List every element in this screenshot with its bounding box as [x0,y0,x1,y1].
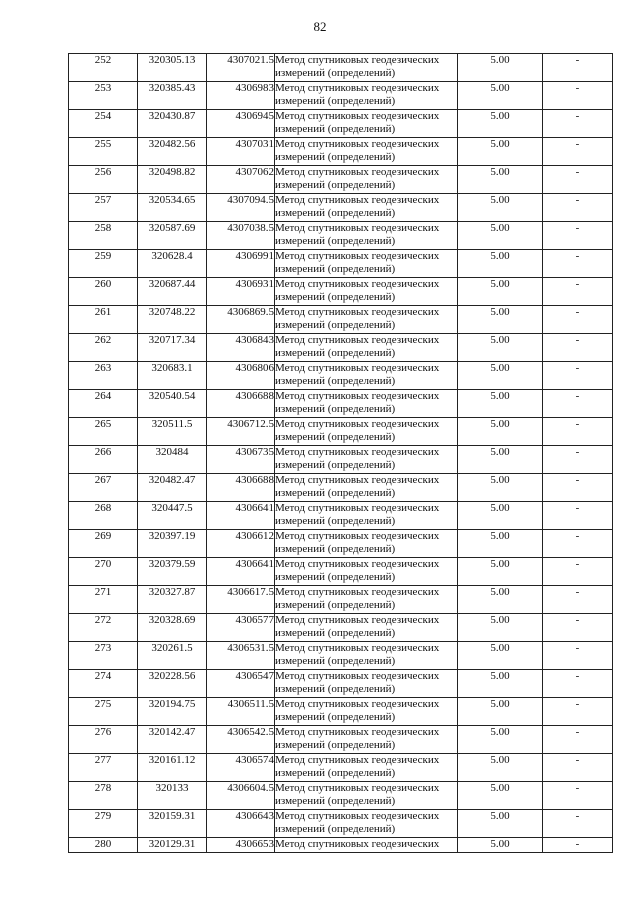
note-cell: - [543,222,613,250]
method-text-line: Метод спутниковых геодезических [275,474,440,486]
note-cell: - [543,166,613,194]
note-cell: - [543,698,613,726]
method-text-line: Метод спутниковых геодезических [275,82,440,94]
point-number-cell: 257 [69,194,138,222]
table-row [69,642,613,670]
accuracy-cell: 5.00 [458,446,543,474]
method-text-line: измерений (определений) [275,263,396,275]
accuracy-cell: 5.00 [458,754,543,782]
y-coordinate-cell: 4306641 [207,502,275,530]
point-number-cell: 265 [69,418,138,446]
note-cell: - [543,54,613,82]
y-coordinate-cell: 4306688 [207,390,275,418]
method-text-line: Метод спутниковых геодезических [275,502,440,514]
accuracy-cell: 5.00 [458,250,543,278]
y-coordinate-cell: 4306931 [207,278,275,306]
method-text-line: измерений (определений) [275,627,396,639]
accuracy-cell: 5.00 [458,698,543,726]
x-coordinate-cell: 320587.69 [138,222,207,250]
note-cell: - [543,586,613,614]
y-coordinate-cell: 4306574 [207,754,275,782]
method-cell [275,334,458,362]
table-row [69,166,613,194]
accuracy-cell: 5.00 [458,614,543,642]
method-text-line: измерений (определений) [275,291,396,303]
x-coordinate-cell: 320261.5 [138,642,207,670]
table-row [69,54,613,82]
accuracy-cell: 5.00 [458,194,543,222]
table-row [69,250,613,278]
point-number-cell: 255 [69,138,138,166]
point-number-cell: 263 [69,362,138,390]
table-row [69,586,613,614]
method-cell [275,110,458,138]
method-text-line: измерений (определений) [275,95,396,107]
x-coordinate-cell: 320194.75 [138,698,207,726]
table-row [69,82,613,110]
note-cell: - [543,838,613,853]
accuracy-cell: 5.00 [458,306,543,334]
note-cell: - [543,670,613,698]
accuracy-cell: 5.00 [458,362,543,390]
accuracy-cell: 5.00 [458,810,543,838]
method-cell [275,54,458,82]
accuracy-cell: 5.00 [458,418,543,446]
x-coordinate-cell: 320484 [138,446,207,474]
note-cell: - [543,138,613,166]
method-text-line: измерений (определений) [275,319,396,331]
method-text-line: Метод спутниковых геодезических [275,586,440,598]
method-cell [275,754,458,782]
method-text-line: Метод спутниковых геодезических [275,670,440,682]
note-cell: - [543,334,613,362]
point-number-cell: 278 [69,782,138,810]
point-number-cell: 269 [69,530,138,558]
method-text-line: измерений (определений) [275,179,396,191]
point-number-cell: 272 [69,614,138,642]
method-text-line: измерений (определений) [275,599,396,611]
method-cell [275,138,458,166]
method-text-line: измерений (определений) [275,655,396,667]
method-text-line: измерений (определений) [275,543,396,555]
table-row [69,698,613,726]
method-text-line: измерений (определений) [275,123,396,135]
table-row [69,810,613,838]
x-coordinate-cell: 320628.4 [138,250,207,278]
y-coordinate-cell: 4306869.5 [207,306,275,334]
method-cell [275,278,458,306]
method-text-line: измерений (определений) [275,207,396,219]
method-text-line: Метод спутниковых геодезических [275,278,440,290]
table-row [69,530,613,558]
table-row [69,502,613,530]
note-cell: - [543,194,613,222]
method-cell [275,642,458,670]
method-text-line: Метод спутниковых геодезических [275,754,440,766]
y-coordinate-cell: 4306688 [207,474,275,502]
accuracy-cell: 5.00 [458,474,543,502]
method-text-line: измерений (определений) [275,67,396,79]
y-coordinate-cell: 4306991 [207,250,275,278]
method-text-line: Метод спутниковых геодезических [275,698,440,710]
point-number-cell: 280 [69,838,138,853]
accuracy-cell: 5.00 [458,334,543,362]
point-number-cell: 268 [69,502,138,530]
accuracy-cell: 5.00 [458,82,543,110]
note-cell: - [543,530,613,558]
point-number-cell: 259 [69,250,138,278]
accuracy-cell: 5.00 [458,558,543,586]
y-coordinate-cell: 4306945 [207,110,275,138]
x-coordinate-cell: 320327.87 [138,586,207,614]
method-text-line: измерений (определений) [275,823,396,835]
y-coordinate-cell: 4306612 [207,530,275,558]
x-coordinate-cell: 320161.12 [138,754,207,782]
accuracy-cell: 5.00 [458,586,543,614]
y-coordinate-cell: 4306542.5 [207,726,275,754]
y-coordinate-cell: 4306653 [207,838,275,853]
method-text-line: Метод спутниковых геодезических [275,530,440,542]
method-text-line: измерений (определений) [275,515,396,527]
accuracy-cell: 5.00 [458,838,543,853]
method-text-line: Метод спутниковых геодезических [275,390,440,402]
table-row [69,474,613,502]
method-text-line: измерений (определений) [275,571,396,583]
table-row [69,614,613,642]
method-cell [275,558,458,586]
x-coordinate-cell: 320159.31 [138,810,207,838]
method-text-line: измерений (определений) [275,767,396,779]
note-cell: - [543,278,613,306]
x-coordinate-cell: 320482.56 [138,138,207,166]
table-row [69,138,613,166]
method-cell [275,306,458,334]
method-text-line: Метод спутниковых геодезических [275,614,440,626]
point-number-cell: 262 [69,334,138,362]
method-text-line: Метод спутниковых геодезических [275,418,440,430]
note-cell: - [543,474,613,502]
point-number-cell: 254 [69,110,138,138]
method-text-line: Метод спутниковых геодезических [275,810,440,822]
accuracy-cell: 5.00 [458,670,543,698]
method-cell [275,222,458,250]
method-cell [275,82,458,110]
accuracy-cell: 5.00 [458,642,543,670]
method-text-line: измерений (определений) [275,711,396,723]
point-number-cell: 275 [69,698,138,726]
method-text-line: Метод спутниковых геодезических [275,558,440,570]
method-cell [275,250,458,278]
note-cell: - [543,362,613,390]
table-row [69,446,613,474]
accuracy-cell: 5.00 [458,390,543,418]
x-coordinate-cell: 320397.19 [138,530,207,558]
note-cell: - [543,250,613,278]
method-cell [275,362,458,390]
method-text-line: Метод спутниковых геодезических [275,446,440,458]
table-row [69,334,613,362]
x-coordinate-cell: 320748.22 [138,306,207,334]
point-number-cell: 253 [69,82,138,110]
table-row [69,782,613,810]
note-cell: - [543,726,613,754]
method-cell [275,810,458,838]
y-coordinate-cell: 4306547 [207,670,275,698]
table-row [69,278,613,306]
x-coordinate-cell: 320133 [138,782,207,810]
y-coordinate-cell: 4306604.5 [207,782,275,810]
accuracy-cell: 5.00 [458,782,543,810]
x-coordinate-cell: 320305.13 [138,54,207,82]
y-coordinate-cell: 4306983 [207,82,275,110]
note-cell: - [543,110,613,138]
method-text-line: Метод спутниковых геодезических [275,194,440,206]
page-number: 82 [313,19,327,34]
method-cell [275,194,458,222]
method-cell [275,446,458,474]
accuracy-cell: 5.00 [458,166,543,194]
table-row [69,222,613,250]
note-cell: - [543,642,613,670]
method-text-line: Метод спутниковых геодезических [275,362,440,374]
x-coordinate-cell: 320328.69 [138,614,207,642]
table-row [69,306,613,334]
table-row [69,726,613,754]
note-cell: - [543,390,613,418]
x-coordinate-cell: 320430.87 [138,110,207,138]
point-number-cell: 267 [69,474,138,502]
method-text-line: измерений (определений) [275,151,396,163]
table-row [69,838,613,853]
note-cell: - [543,754,613,782]
point-number-cell: 279 [69,810,138,838]
method-cell [275,166,458,194]
y-coordinate-cell: 4307094.5 [207,194,275,222]
table-row [69,670,613,698]
method-cell [275,586,458,614]
point-number-cell: 266 [69,446,138,474]
method-text-line: измерений (определений) [275,235,396,247]
y-coordinate-cell: 4306712.5 [207,418,275,446]
y-coordinate-cell: 4306641 [207,558,275,586]
point-number-cell: 252 [69,54,138,82]
method-text-line: измерений (определений) [275,431,396,443]
point-number-cell: 277 [69,754,138,782]
method-text-line: Метод спутниковых геодезических [275,334,440,346]
note-cell: - [543,446,613,474]
point-number-cell: 273 [69,642,138,670]
method-cell [275,390,458,418]
accuracy-cell: 5.00 [458,502,543,530]
point-number-cell: 258 [69,222,138,250]
x-coordinate-cell: 320511.5 [138,418,207,446]
note-cell: - [543,614,613,642]
point-number-cell: 276 [69,726,138,754]
method-cell [275,782,458,810]
method-text-line: измерений (определений) [275,403,396,415]
accuracy-cell: 5.00 [458,530,543,558]
point-number-cell: 274 [69,670,138,698]
x-coordinate-cell: 320447.5 [138,502,207,530]
method-cell [275,838,458,853]
method-cell [275,530,458,558]
note-cell: - [543,82,613,110]
x-coordinate-cell: 320498.82 [138,166,207,194]
method-cell [275,474,458,502]
point-number-cell: 261 [69,306,138,334]
method-text-line: Метод спутниковых геодезических [275,138,440,150]
x-coordinate-cell: 320228.56 [138,670,207,698]
accuracy-cell: 5.00 [458,222,543,250]
table-row [69,194,613,222]
note-cell: - [543,502,613,530]
method-text-line: Метод спутниковых геодезических [275,166,440,178]
y-coordinate-cell: 4307031 [207,138,275,166]
method-cell [275,502,458,530]
y-coordinate-cell: 4306511.5 [207,698,275,726]
method-text-line: измерений (определений) [275,487,396,499]
note-cell: - [543,306,613,334]
y-coordinate-cell: 4307062 [207,166,275,194]
method-text-line: Метод спутниковых геодезических [275,250,440,262]
y-coordinate-cell: 4306617.5 [207,586,275,614]
coordinates-table-body [69,54,613,853]
method-text-line: Метод спутниковых геодезических [275,782,440,794]
accuracy-cell: 5.00 [458,726,543,754]
method-cell [275,726,458,754]
method-cell [275,670,458,698]
table-row [69,362,613,390]
method-text-line: измерений (определений) [275,683,396,695]
table-row [69,754,613,782]
method-text-line: измерений (определений) [275,347,396,359]
method-text-line: Метод спутниковых геодезических [275,642,440,654]
method-text-line: измерений (определений) [275,795,396,807]
method-text-line: Метод спутниковых геодезических [275,54,440,66]
table-row [69,390,613,418]
point-number-cell: 264 [69,390,138,418]
y-coordinate-cell: 4306531.5 [207,642,275,670]
point-number-cell: 270 [69,558,138,586]
y-coordinate-cell: 4307021.5 [207,54,275,82]
x-coordinate-cell: 320129.31 [138,838,207,853]
point-number-cell: 260 [69,278,138,306]
x-coordinate-cell: 320482.47 [138,474,207,502]
x-coordinate-cell: 320683.1 [138,362,207,390]
method-text-line: измерений (определений) [275,459,396,471]
point-number-cell: 256 [69,166,138,194]
y-coordinate-cell: 4307038.5 [207,222,275,250]
y-coordinate-cell: 4306643 [207,810,275,838]
y-coordinate-cell: 4306735 [207,446,275,474]
y-coordinate-cell: 4306843 [207,334,275,362]
x-coordinate-cell: 320142.47 [138,726,207,754]
y-coordinate-cell: 4306806 [207,362,275,390]
x-coordinate-cell: 320540.54 [138,390,207,418]
accuracy-cell: 5.00 [458,110,543,138]
x-coordinate-cell: 320385.43 [138,82,207,110]
x-coordinate-cell: 320687.44 [138,278,207,306]
note-cell: - [543,782,613,810]
table-row [69,418,613,446]
method-text-line: измерений (определений) [275,375,396,387]
table-row [69,110,613,138]
accuracy-cell: 5.00 [458,54,543,82]
accuracy-cell: 5.00 [458,278,543,306]
note-cell: - [543,810,613,838]
method-text-line: Метод спутниковых геодезических [275,222,440,234]
method-text-line: Метод спутниковых геодезических [275,838,440,850]
method-text-line: Метод спутниковых геодезических [275,110,440,122]
note-cell: - [543,418,613,446]
accuracy-cell: 5.00 [458,138,543,166]
note-cell: - [543,558,613,586]
table-row [69,558,613,586]
point-number-cell: 271 [69,586,138,614]
method-cell [275,614,458,642]
method-text-line: Метод спутниковых геодезических [275,306,440,318]
x-coordinate-cell: 320379.59 [138,558,207,586]
coordinates-table [68,53,613,853]
method-cell [275,418,458,446]
y-coordinate-cell: 4306577 [207,614,275,642]
x-coordinate-cell: 320717.34 [138,334,207,362]
method-text-line: Метод спутниковых геодезических [275,726,440,738]
x-coordinate-cell: 320534.65 [138,194,207,222]
method-cell [275,698,458,726]
method-text-line: измерений (определений) [275,739,396,751]
